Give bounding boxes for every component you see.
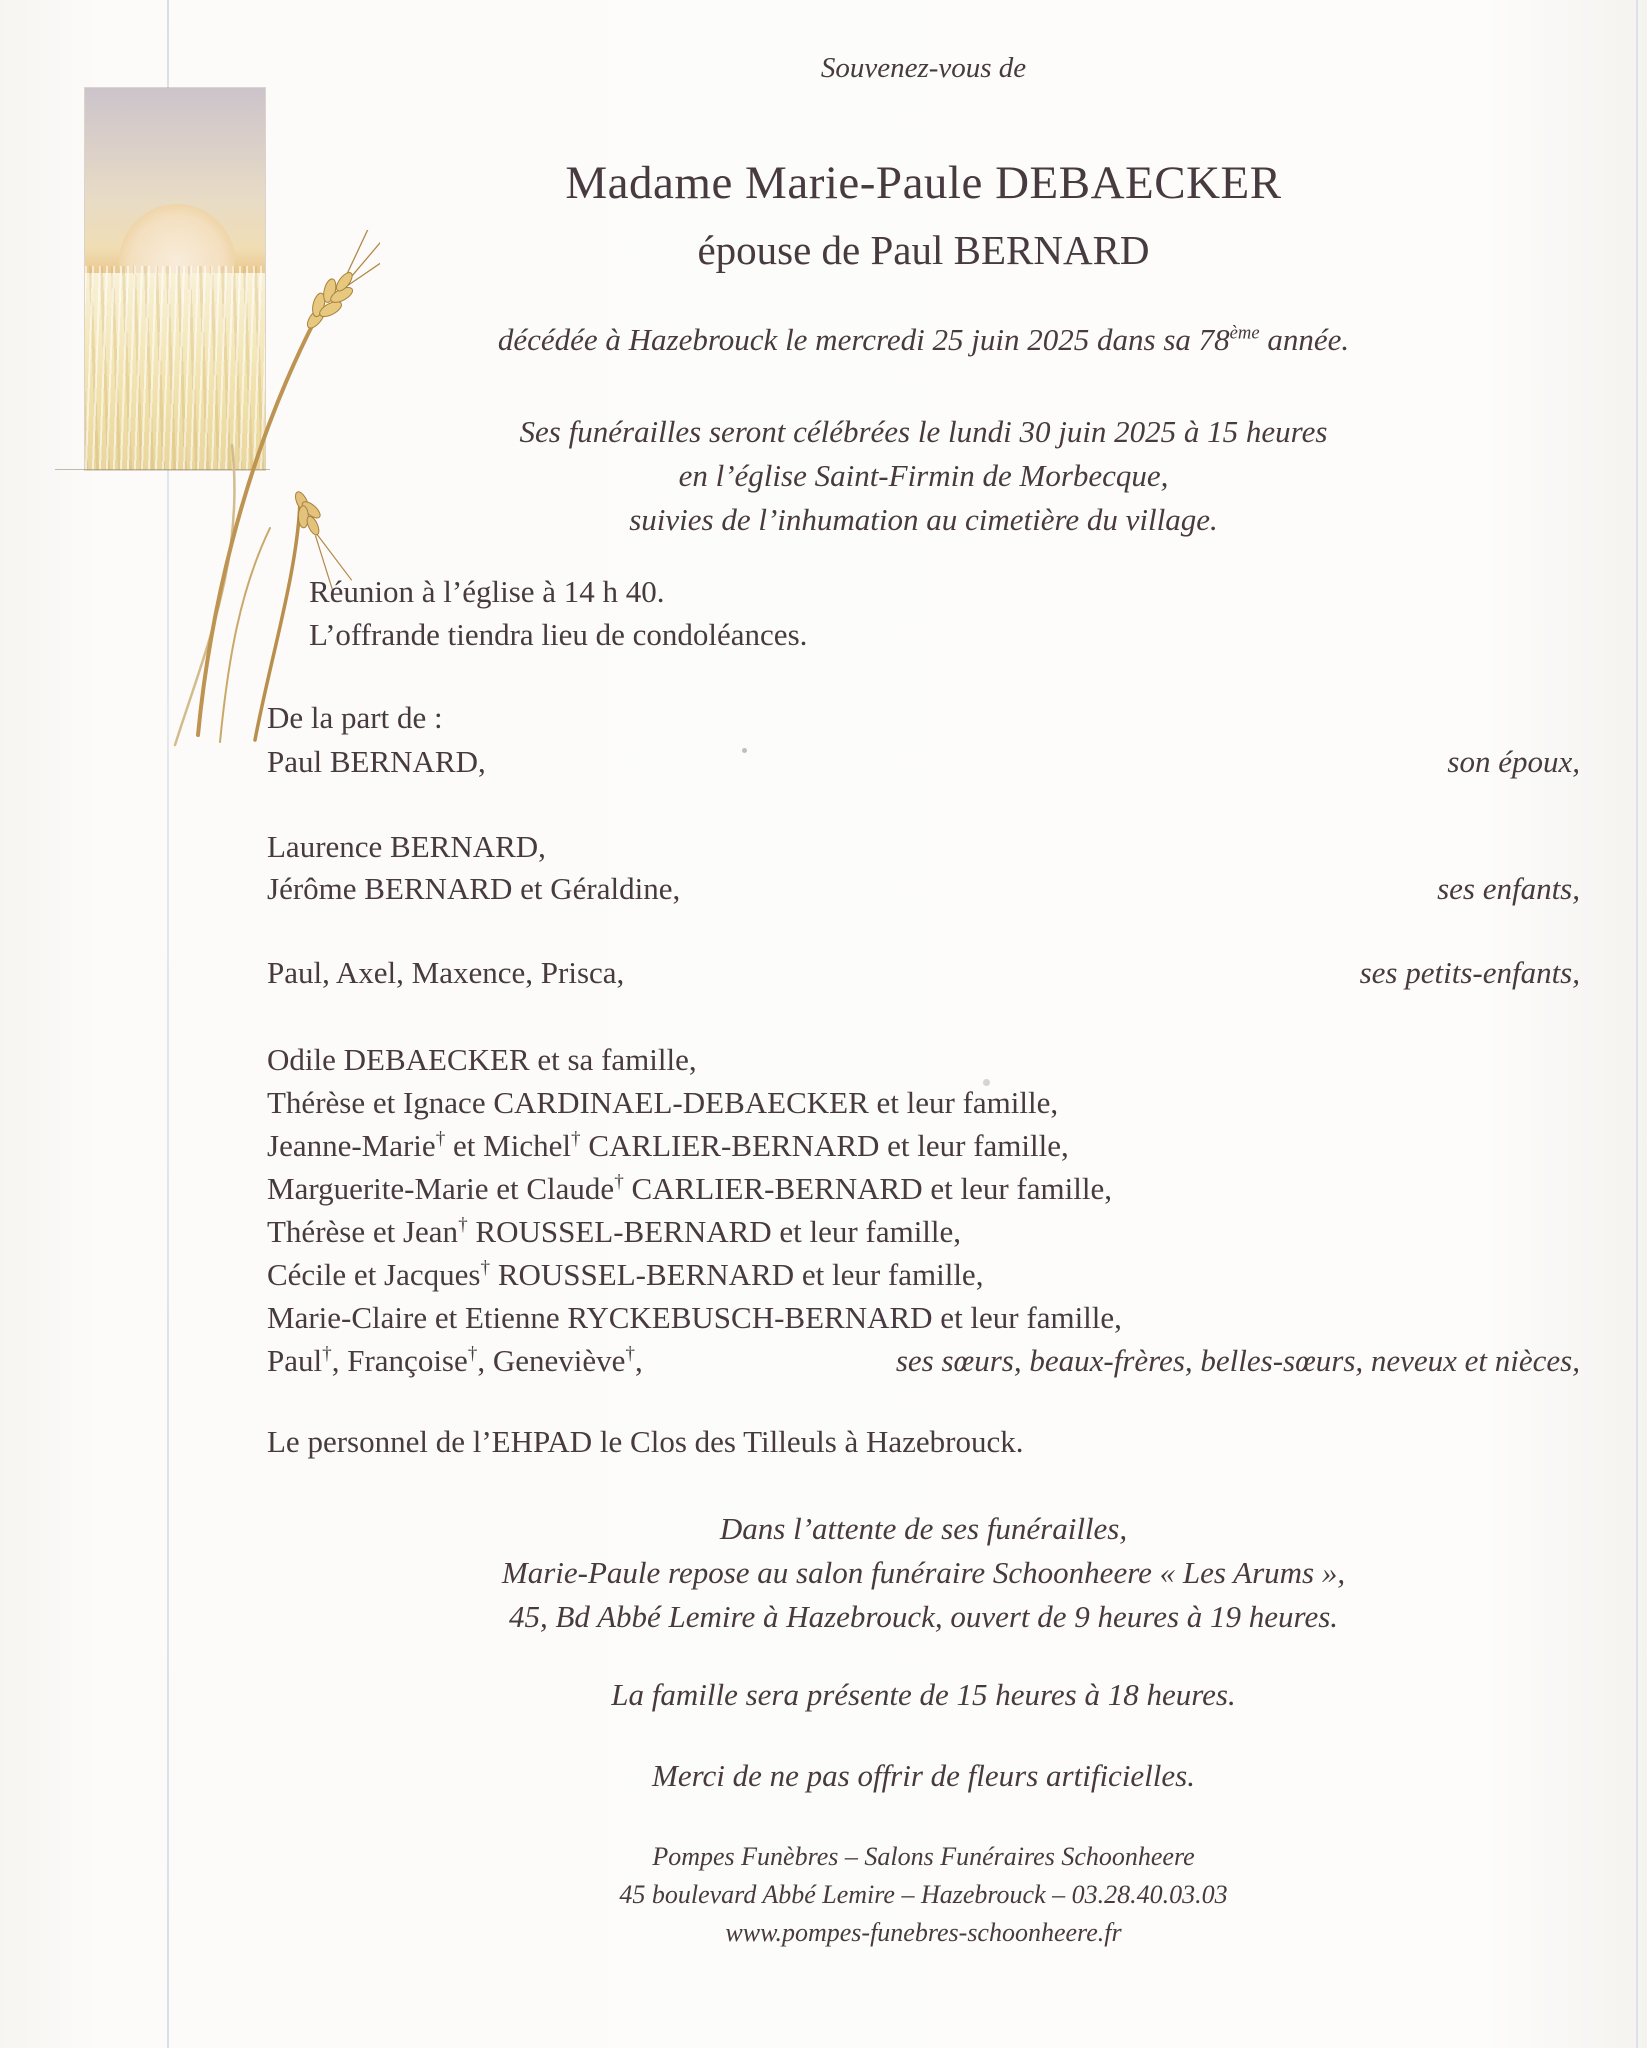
wake-line-3: 45, Bd Abbé Lemire à Hazebrouck, ouvert de 9 heures à 19 heures. [508,1599,1339,1634]
wake-line-1: Dans l’attente de ses funérailles, [719,1511,1128,1546]
wake-line-2: Marie-Paule repose au salon funéraire Schoonheere « Les Arums », [501,1555,1346,1590]
husband-name: Paul BERNARD, [267,744,486,779]
funeral-home-footer [267,1838,1580,1952]
family-presence-line: La famille sera présente de 15 heures à 18 heures. [611,1677,1236,1712]
husband-line [267,744,1580,780]
death-text-end: année. [1259,322,1350,357]
wake-details [267,1507,1580,1639]
relative-line: Thérèse et Jean† ROUSSEL-BERNARD et leur famille, [267,1214,962,1249]
offering-line: L’offrande tiendra lieu de condoléances. [309,617,808,652]
from-label: De la part de : [267,700,443,735]
relative-line: Thérèse et Ignace CARDINAEL-DEBAECKER et leur famille, [267,1085,1059,1120]
church-meeting-line: Réunion à l’église à 14 h 40. [309,574,665,609]
funeral-line-3: suivies de l’inhumation au cimetière du village. [629,502,1218,537]
child-line-1: Laurence BERNARD, [267,829,546,864]
page-edge-shadow [1636,0,1638,2048]
remembrance-line: Souvenez-vous de [820,52,1027,84]
siblings-names: Paul†, Françoise†, Geneviève†, [267,1343,643,1378]
grandchildren-names: Paul, Axel, Maxence, Prisca, [267,955,625,990]
child-names: Jérôme BERNARD et Géraldine, [267,871,681,906]
relative-line: Jeanne-Marie† et Michel† CARLIER-BERNARD et leur famille, [267,1128,1069,1163]
relative-line: Odile DEBAECKER et sa famille, [267,1042,697,1077]
grandchildren-line [267,955,1580,991]
deceased-name: Madame Marie-Paule DEBAECKER [565,157,1282,209]
funeral-line-1: Ses funérailles seront célébrées le lundi 30 juin 2025 à 15 heures [519,414,1328,449]
funeral-home-website: www.pompes-funebres-schoonheere.fr [725,1918,1122,1947]
death-line [267,322,1580,358]
funeral-line-2: en l’église Saint-Firmin de Morbecque, [678,458,1169,493]
relative-line: Cécile et Jacques† ROUSSEL-BERNARD et leur famille, [267,1257,984,1292]
funeral-home-name: Pompes Funèbres – Salons Funéraires Schoonheere [652,1842,1195,1871]
death-ordinal-suffix: ème [1229,322,1260,344]
relative-line: Marie-Claire et Etienne RYCKEBUSCH-BERNARD et leur famille, [267,1300,1122,1335]
funeral-details [267,410,1580,542]
announcement-content [267,0,1580,2048]
relatives-list [267,1038,1580,1382]
ehpad-staff-line: Le personnel de l’EHPAD le Clos des Tilleuls à Hazebrouck. [267,1424,1024,1459]
children-relation: ses enfants, [1437,871,1580,906]
husband-relation: son époux, [1447,744,1580,779]
siblings-relation: ses sœurs, beaux-frères, belles-sœurs, neveux et nièces, [895,1343,1580,1378]
funeral-home-address: 45 boulevard Abbé Lemire – Hazebrouck – 03.28.40.03.03 [619,1880,1228,1909]
child-line-2 [267,871,1580,907]
death-text: décédée à Hazebrouck le mercredi 25 juin 2025 dans sa 78 [497,322,1230,357]
relative-line: Marguerite-Marie et Claude† CARLIER-BERNARD et leur famille, [267,1171,1112,1206]
grandchildren-relation: ses petits-enfants, [1359,955,1580,990]
spouse-line: épouse de Paul BERNARD [697,227,1150,273]
no-artificial-flowers-line: Merci de ne pas offrir de fleurs artificielles. [652,1758,1195,1793]
siblings-line [267,1339,1580,1382]
